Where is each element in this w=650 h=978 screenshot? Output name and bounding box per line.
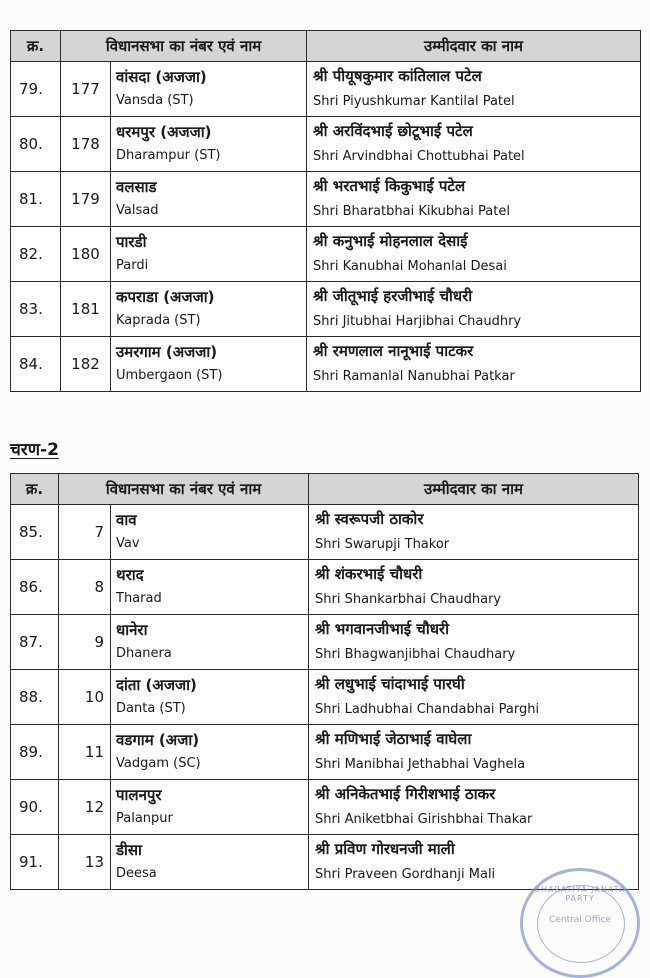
candidate-cell [309,725,639,780]
constituency-name-hindi: धानेरा [116,621,148,639]
constituency-cell [111,780,309,835]
table-row [11,725,639,780]
candidate-cell [307,62,641,117]
serial-number: 89. [11,725,59,780]
serial-number: 87. [11,615,59,670]
constituency-name-english: Dhanera [116,646,172,661]
table-row [11,560,639,615]
constituency-name-english: Umbergaon (ST) [116,368,223,383]
candidate-cell [307,337,641,392]
candidate-name-english: Shri Praveen Gordhanji Mali [315,867,496,882]
candidate-name-hindi: श्री अनिकेतभाई गिरीशभाई ठाकर [315,785,496,803]
candidate-name-english: Shri Manibhai Jethabhai Vaghela [315,757,526,772]
serial-number: 82. [11,227,61,282]
constituency-name-hindi: वांसदा (अजजा) [116,68,207,86]
header-sno: क्र. [11,31,61,62]
table-row [11,227,641,282]
table-row [11,282,641,337]
constituency-cell [111,172,307,227]
table-row [11,337,641,392]
serial-number: 90. [11,780,59,835]
candidate-name-hindi: श्री जीतूभाई हरजीभाई चौधरी [313,287,473,305]
table-row [11,172,641,227]
serial-number: 91. [11,835,59,890]
constituency-name-english: Deesa [116,866,157,881]
candidate-name-english: Shri Swarupji Thakor [315,537,450,552]
candidate-cell [307,282,641,337]
constituency-name-english: Pardi [116,258,149,273]
header-constituency: विधानसभा का नंबर एवं नाम [61,31,307,62]
constituency-cell [111,117,307,172]
serial-number: 83. [11,282,61,337]
constituency-name-hindi: दांता (अजजा) [116,676,197,694]
constituency-number: 12 [59,780,111,835]
candidate-name-hindi: श्री कनुभाई मोहनलाल देसाई [313,232,468,250]
candidate-cell [309,615,639,670]
constituency-name-english: Valsad [116,203,159,218]
constituency-name-hindi: वडगाम (अजा) [116,731,200,749]
candidate-name-english: Shri Bharatbhai Kikubhai Patel [313,204,510,219]
candidate-table-phase1 [10,30,641,392]
candidate-name-hindi: श्री पीयूषकुमार कांतिलाल पटेल [313,67,482,85]
seal-arc-text: BHARATIYA JANATA PARTY [534,885,626,903]
constituency-cell [111,615,309,670]
candidate-cell [309,505,639,560]
constituency-cell [111,670,309,725]
candidate-cell [309,670,639,725]
candidate-name-english: Shri Shankarbhai Chaudhary [315,592,502,607]
candidate-name-english: Shri Bhagwanjibhai Chaudhary [315,647,516,662]
candidate-cell [307,227,641,282]
constituency-name-hindi: धरमपुर (अजजा) [116,123,212,141]
candidate-table-phase2 [10,473,639,890]
candidate-name-english: Shri Ladhubhai Chandabhai Parghi [315,702,540,717]
constituency-cell [111,505,309,560]
constituency-name-hindi: उमरगाम (अजजा) [116,343,218,361]
constituency-cell [111,835,309,890]
table-row [11,615,639,670]
serial-number: 81. [11,172,61,227]
constituency-name-hindi: वाव [116,511,137,529]
candidate-name-hindi: श्री प्रविण गोरधनजी माली [315,840,455,858]
table-row [11,780,639,835]
serial-number: 88. [11,670,59,725]
constituency-number: 11 [59,725,111,780]
candidate-name-hindi: श्री भगवानजीभाई चौधरी [315,620,449,638]
candidate-cell [307,117,641,172]
table-row [11,670,639,725]
candidate-name-english: Shri Arvindbhai Chottubhai Patel [313,149,525,164]
header-candidate: उम्मीदवार का नाम [309,474,639,505]
serial-number: 84. [11,337,61,392]
phase2-heading: चरण-2 [10,440,59,460]
table-row [11,62,641,117]
candidate-cell [309,560,639,615]
candidate-name-hindi: श्री लधुभाई चांदाभाई पारघी [315,675,465,693]
constituency-number: 13 [59,835,111,890]
constituency-name-english: Vadgam (SC) [116,756,201,771]
constituency-cell [111,725,309,780]
constituency-cell [111,282,307,337]
constituency-cell [111,227,307,282]
serial-number: 79. [11,62,61,117]
serial-number: 86. [11,560,59,615]
seal-center-text: Central Office [549,915,611,925]
constituency-number: 179 [61,172,111,227]
constituency-name-hindi: कपराडा (अजजा) [116,288,215,306]
constituency-cell [111,560,309,615]
header-constituency: विधानसभा का नंबर एवं नाम [59,474,309,505]
constituency-number: 177 [61,62,111,117]
candidate-name-hindi: श्री भरतभाई किकुभाई पटेल [313,177,466,195]
constituency-name-english: Danta (ST) [116,701,186,716]
candidate-name-english: Shri Aniketbhai Girishbhai Thakar [315,812,533,827]
constituency-number: 7 [59,505,111,560]
constituency-number: 10 [59,670,111,725]
constituency-name-english: Vav [116,536,140,551]
candidate-cell [307,172,641,227]
table-row [11,505,639,560]
constituency-number: 9 [59,615,111,670]
candidate-name-hindi: श्री मणिभाई जेठाभाई वाघेला [315,730,472,748]
constituency-cell [111,337,307,392]
header-sno: क्र. [11,474,59,505]
constituency-number: 181 [61,282,111,337]
constituency-name-hindi: वलसाड [116,178,157,196]
constituency-cell [111,62,307,117]
candidate-name-english: Shri Piyushkumar Kantilal Patel [313,94,515,109]
constituency-name-hindi: पारडी [116,233,147,251]
constituency-name-hindi: थराद [116,566,144,584]
constituency-name-hindi: डीसा [116,841,142,859]
constituency-name-english: Vansda (ST) [116,93,194,108]
candidate-name-hindi: श्री रमणलाल नानूभाई पाटकर [313,342,474,360]
table-header-row [11,474,639,505]
table-row [11,117,641,172]
constituency-name-english: Dharampur (ST) [116,148,221,163]
candidate-name-hindi: श्री अरविंदभाई छोटूभाई पटेल [313,122,473,140]
constituency-name-hindi: पालनपुर [116,786,162,804]
candidate-name-english: Shri Ramanlal Nanubhai Patkar [313,369,515,384]
constituency-number: 178 [61,117,111,172]
constituency-number: 182 [61,337,111,392]
header-candidate: उम्मीदवार का नाम [307,31,641,62]
candidate-name-english: Shri Jitubhai Harjibhai Chaudhry [313,314,522,329]
serial-number: 85. [11,505,59,560]
candidate-cell [309,780,639,835]
serial-number: 80. [11,117,61,172]
constituency-name-english: Palanpur [116,811,173,826]
candidate-name-english: Shri Kanubhai Mohanlal Desai [313,259,507,274]
candidate-name-hindi: श्री स्वरूपजी ठाकोर [315,510,424,528]
party-seal-stamp [520,868,640,978]
constituency-number: 8 [59,560,111,615]
constituency-name-english: Kaprada (ST) [116,313,201,328]
constituency-name-english: Tharad [116,591,162,606]
table-header-row [11,31,641,62]
candidate-name-hindi: श्री शंकरभाई चौधरी [315,565,423,583]
constituency-number: 180 [61,227,111,282]
